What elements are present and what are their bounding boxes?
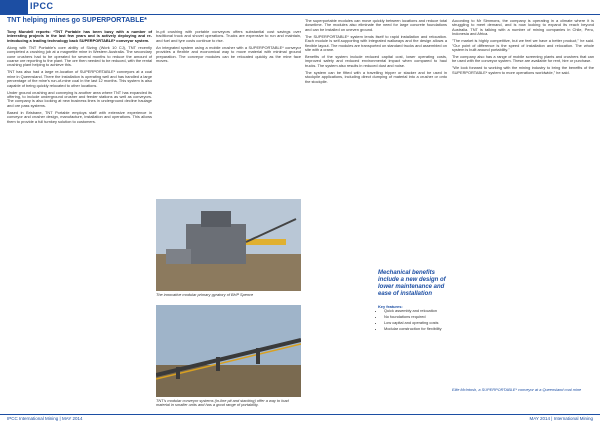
article-column-3 [305,19,447,87]
paragraph: Tony Mundell reports: *TNT Portable has been busy with a number of interesting projects in the last few years and is actively deploying and re-introducing a leading technology back SUPERPORTABLE* conveyor system. [7,29,152,43]
article-column-1 [7,30,152,127]
paragraph: The system can be fitted with a travelling tripper or stacker and be used in stockpile applications, including direct dumping of material into a crusher or onto the stockpile. [305,69,447,84]
paragraph: An integrated system using a mobile crusher with a SUPERPORTABLE* conveyor provides a flexible and economical way to move material with minimal ground preparation. The conveyor modules can be relocated quickly as the mine face moves. [156,44,301,64]
paragraph: "The market is highly competitive, but we feel we have a better product," he said. "Our point of difference is the speed of installation and relocation. The whole system is built around portability." [452,38,594,53]
paragraph: The superportable modules can move quickly between locations and reduce total downtime. The modules also eliminate the need for large concrete foundations and can be installed on uneven ground. [305,18,447,32]
header-divider [0,14,600,15]
page-footer [0,414,600,425]
paragraph: The company also has a range of mobile screening plants and crushers that can be used with the conveyor system. These are available for rent, hire or purchase. [452,54,594,64]
paragraph: Benefits of the system include reduced capital cost, lower operating costs, improved safety and reduced environmental impact when compared to haul trucks. The system also results in reduced dust and noise. [305,54,447,68]
header-bar [0,0,600,14]
sidebar-title: Key features: [378,304,403,309]
ipcc-logo-icon [0,0,28,14]
conveyor-photo [156,305,301,397]
footer-left-text: IPCC International Mining | MAY 2014 [7,416,83,421]
paragraph: TNT has also had a large re-location of SUPERPORTABLE* conveyors at a coal mine in Queensland. There the installation is operating well and has handled a large percentage of the mine's run-of-mine coal in the last 12 months. This system is also capable of being quickly relocated to other locations. [7,69,152,88]
article-headline: TNT helping mines go SUPERPORTABLE* [7,17,147,24]
paragraph: "We look forward to working with the mining industry to bring the benefits of the SUPERPORTABLE* system to more operations worldwide," he said. [452,65,594,75]
crusher-photo [156,199,301,291]
paragraph: Under ground crushing and conveying is another area where TNT has expanded its offering, to include underground crusher and feeder stations as well as conveyors. The company is also looking at new business lines in underground decline haulage and ore pass systems. [7,89,152,108]
paragraph: According to Mr Simmons, the company is operating in a climate where it is struggling to meet demand, and is now looking to expand its reach beyond Australia. TNT is talking with a number of mining companies in Chile, Peru, Indonesia and Africa. [452,18,594,37]
key-features-sidebar [378,305,446,333]
list-item: • Modular construction for flexibility [384,327,446,331]
pull-quote: Mechanical benefits include a new design of lower maintenance and ease of installation [378,270,446,297]
footer-right-text: MAY 2014 | International Mining [529,416,593,421]
paragraph: The SUPERPORTABLE* system lends itself to rapid installation and relocation. Each module is self-supporting with integrated walkways and the design allows a flexible layout. The modules are transported on standard trucks and assembled on site with a crane. [305,33,447,53]
article-column-2 [156,30,301,66]
feature-list [378,309,446,331]
article-column-4 [452,19,594,78]
paragraph: Based in Brisbane, TNT Portable employs staff with extensive experience in conveyor and crusher design, manufacture, installation and operations. This allows them to provide a full turnkey solution to customers. [7,109,152,124]
paragraph: In-pit crushing with portable conveyors offers substantial cost savings over traditional truck and shovel operations. Trucks are expensive to run and maintain, and fuel and tyre costs continue to rise. [156,29,301,43]
conveyor-photo-image [156,305,301,397]
photo-caption: The innovative modular primary gyratory of BHP Spence [156,292,254,297]
footer-divider [0,414,600,415]
crusher-photo-image [156,199,301,291]
author-bio: Ellie McIntosh, a SUPERPORTABLE* conveyor at a Queensland coal mine [452,387,582,392]
header-logo-text: IPCC [30,1,54,11]
paragraph: Along with TNT Portable's core ability of Sizing (Work 10 CJ), TNT recently completed a crushing job at a magnetite mine in Western Australia. The secondary cone crushers had to be operated for several months to reduce the amount of coarse ore reporting to the plant. The ore then needed to be reduced, with the rental crushing plant helping to achieve this. [7,44,152,68]
list-item: • Quick assembly and relocation [384,309,446,313]
list-item: • No foundations required [384,315,446,319]
list-item: • Low capital and operating costs [384,321,446,325]
photo-caption-2: TNT's modular conveyor systems (in-line pit and stacking) offer a way to load material in smaller units and has a good range of portability. [156,398,289,408]
